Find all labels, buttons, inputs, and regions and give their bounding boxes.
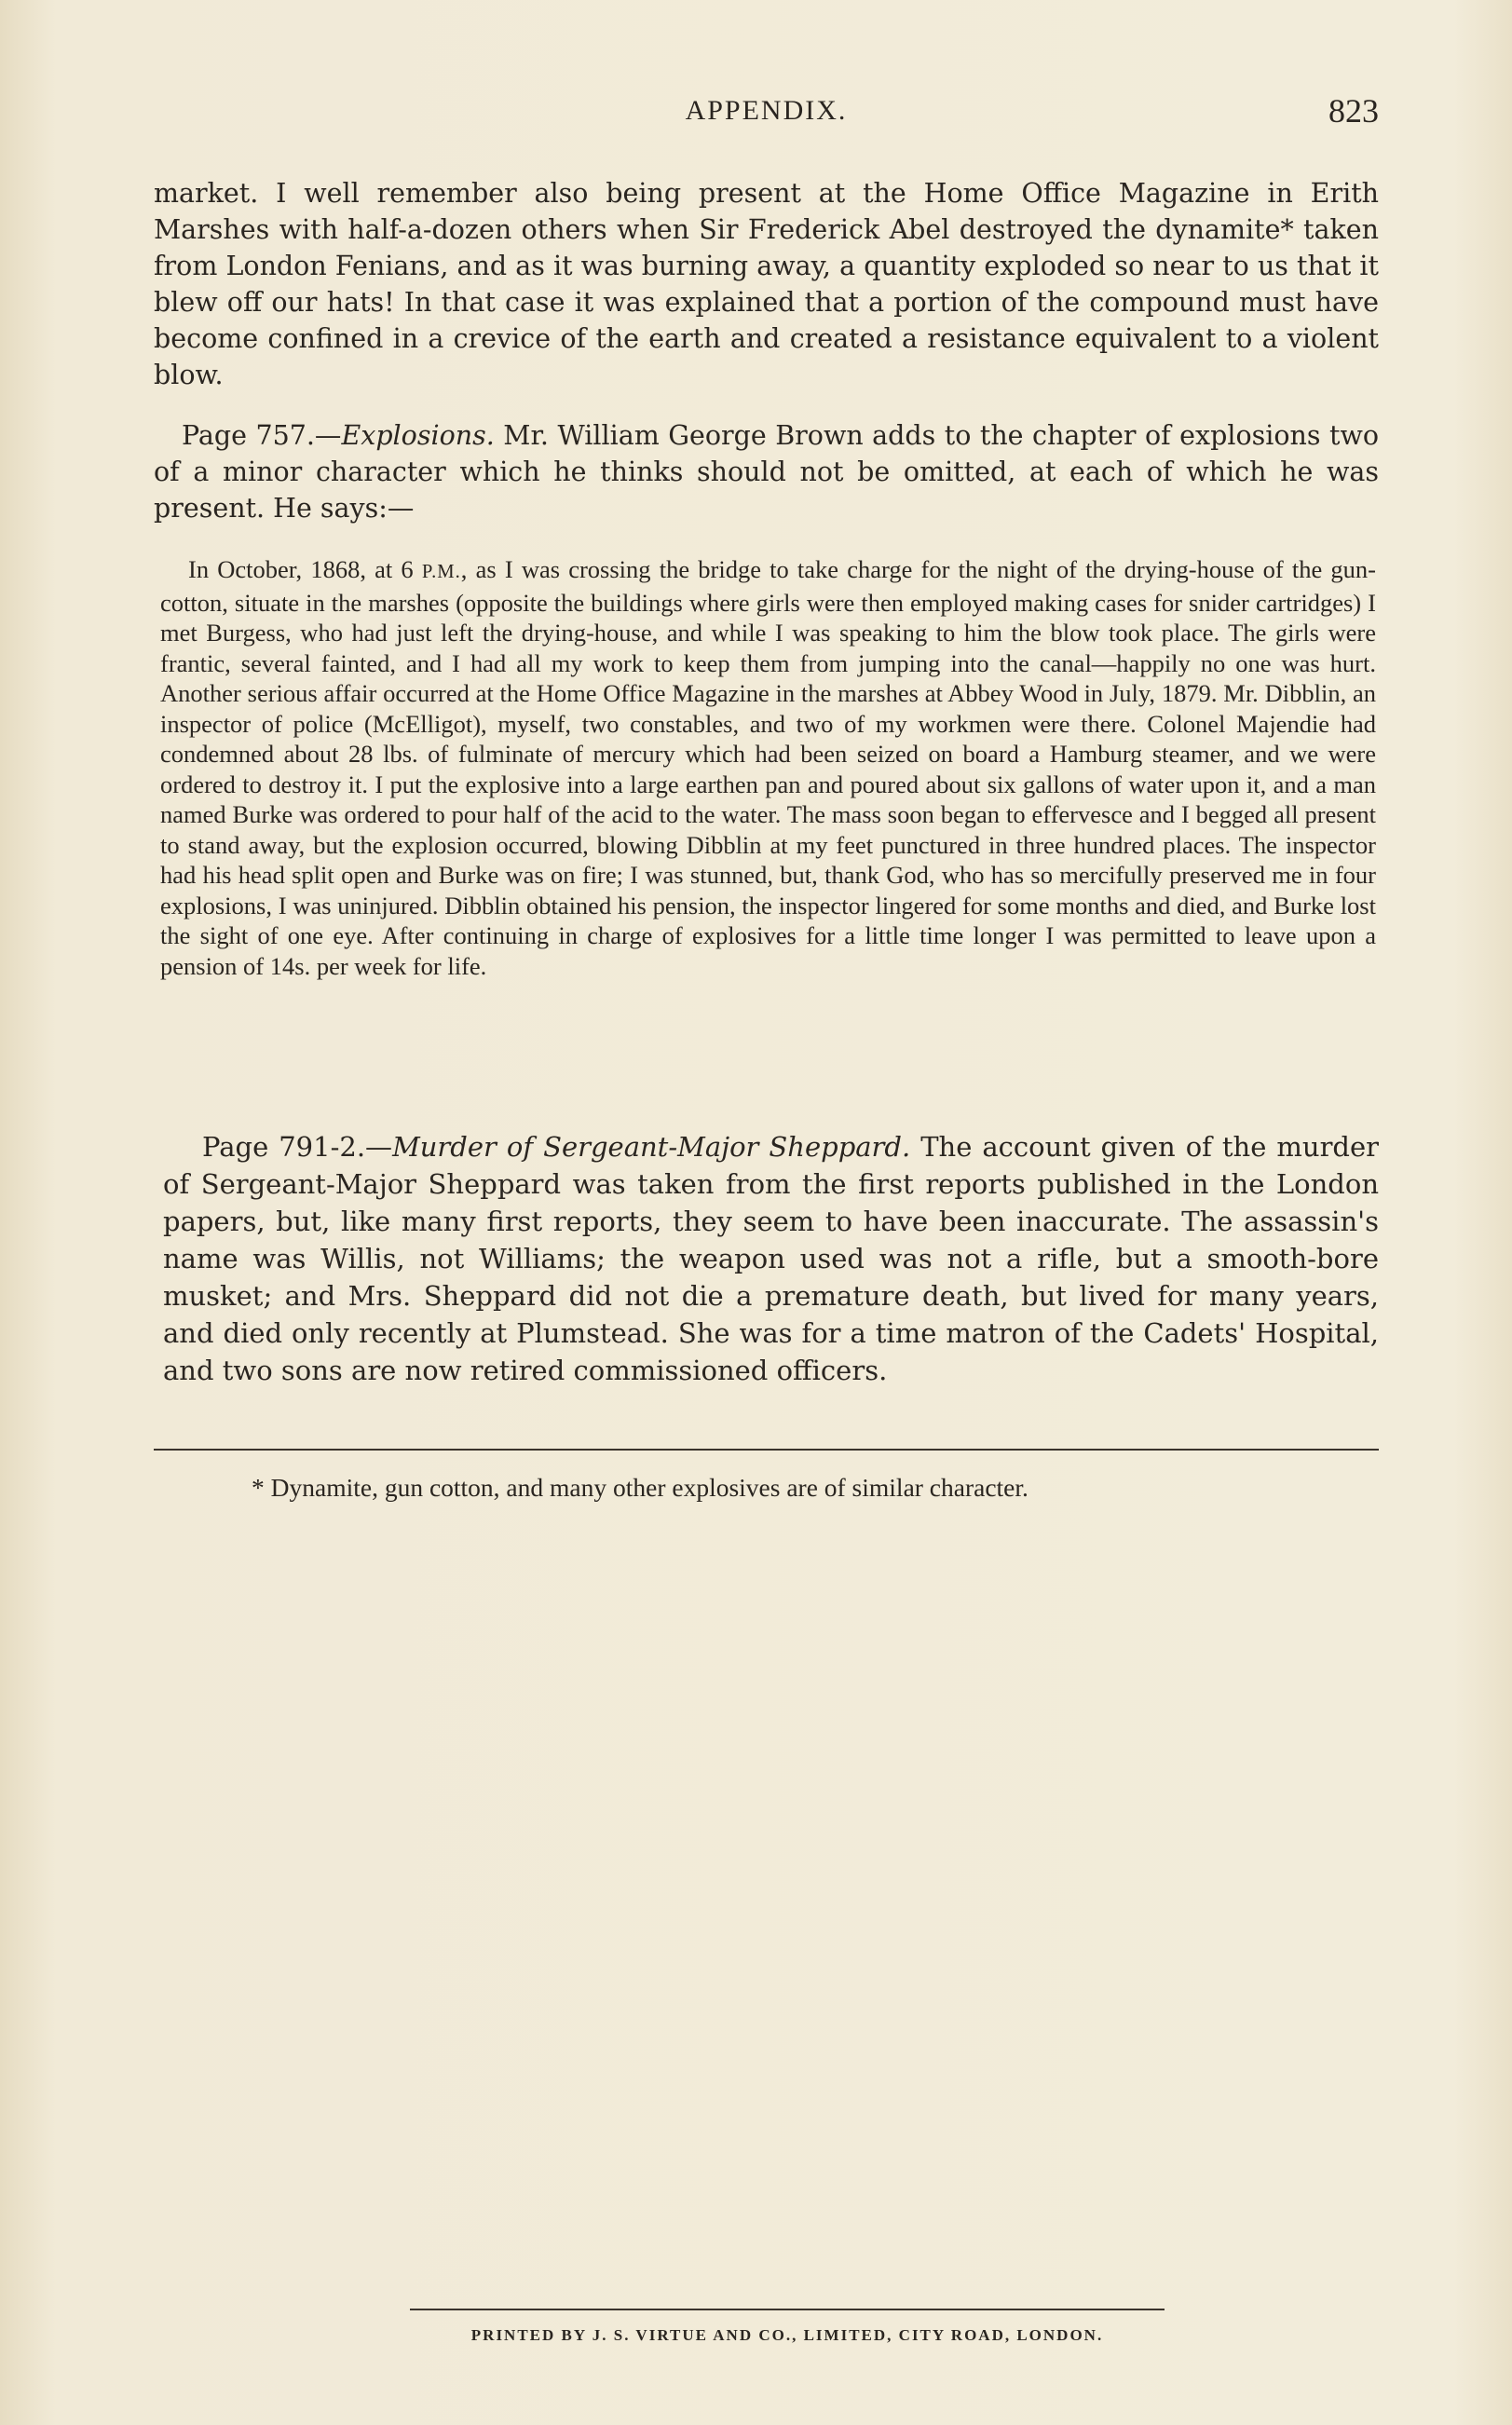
paragraph-continuation <box>154 175 1379 393</box>
imprint-rule <box>410 2309 1165 2310</box>
section-title: Explosions. <box>341 420 495 451</box>
page-number: 823 <box>1328 92 1379 129</box>
footnote: * Dynamite, gun cotton, and many other explosives are of similar character. <box>252 1473 1028 1502</box>
paragraph-murder <box>163 1128 1379 1389</box>
footnote-rule <box>154 1449 1379 1451</box>
page-reference: Page 791-2.— <box>202 1131 393 1163</box>
quote-text: , as I was crossing the bridge to take charge for the night of the drying-house of the gun-cotton, situate in the marshes (opposite the buildings where girls were then employed making cases for snider cartridges) I met Burgess, who had just left the drying-house, and while I was speaking to him the blow took place. The girls were frantic, several fainted, and I had all my work to keep them from jumping into the canal—happily no one was hurt. Another serious affair occurred at the Home Office Magazine in the marshes at Abbey Wood in July, 1879. Mr. Dibblin, an inspector of police (McElligot), myself, two constables, and two of my workmen were there. Colonel Majendie had condemned about 28 lbs. of fulminate of mercury which had been seized on board a Hamburg steamer, and we were ordered to destroy it. I put the explosive into a large earthen pan and poured about six gallons of water upon it, and a man named Burke was ordered to pour half of the acid to the water. The mass soon began to effervesce and I begged all present to stand away, but the explosion occurred, blowing Dibblin at my feet punctured in three hundred places. The inspector had his head split open and Burke was on fire; I was stunned, but, thank God, who has so mercifully preserved me in four explosions, I was uninjured. Dibblin obtained his pension, the inspector lingered for some months and died, and Burke lost the sight of one eye. After continuing in charge of explosives for a little time longer I was permitted to leave upon a pension of 14s. per week for life. <box>160 555 1376 980</box>
quote-text: In October, 1868, at 6 <box>188 555 422 583</box>
paragraph-text: The account given of the murder of Sergeant-Major Sheppard was taken from the first reports published in the London papers, but, like many first reports, they seem to have been inaccurate. The assassin's name was Willis, not Williams; the weapon used was not a rifle, but a smooth-bore musket; and Mrs. Sheppard did not die a premature death, but lived for many years, and died only recently at Plumstead. She was for a time matron of the Cadets' Hospital, and two sons are now retired commissioned officers. <box>163 1131 1380 1386</box>
running-header <box>154 92 1379 142</box>
page-reference: Page 757.— <box>182 420 342 451</box>
block-quote <box>160 554 1376 981</box>
paragraph-text: Mr. William George Brown adds to the chapter of explosions two of a minor character which he thinks should not be omitted, at each of which he was present. He says:— <box>154 420 1379 524</box>
paragraph-explosions <box>154 417 1379 526</box>
printer-imprint: PRINTED BY J. S. VIRTUE AND CO., LIMITED, CITY ROAD, LONDON. <box>470 2326 1104 2344</box>
paragraph-text: market. I well remember also being present at the Home Office Magazine in Erith Marshes with half-a-dozen others when Sir Frederick Abel destroyed the dynamite* taken from London Fenians, and as it was burning away, a quantity exploded so near to us that it blew off our hats! In that case it was explained that a portion of the compound must have become confined in a crevice of the earth and created a resistance equivalent to a violent blow. <box>154 178 1379 390</box>
section-title: Murder of Sergeant-Major Sheppard. <box>392 1131 911 1163</box>
running-title: APPENDIX. <box>685 95 848 126</box>
time-marker: P.M. <box>421 562 461 582</box>
